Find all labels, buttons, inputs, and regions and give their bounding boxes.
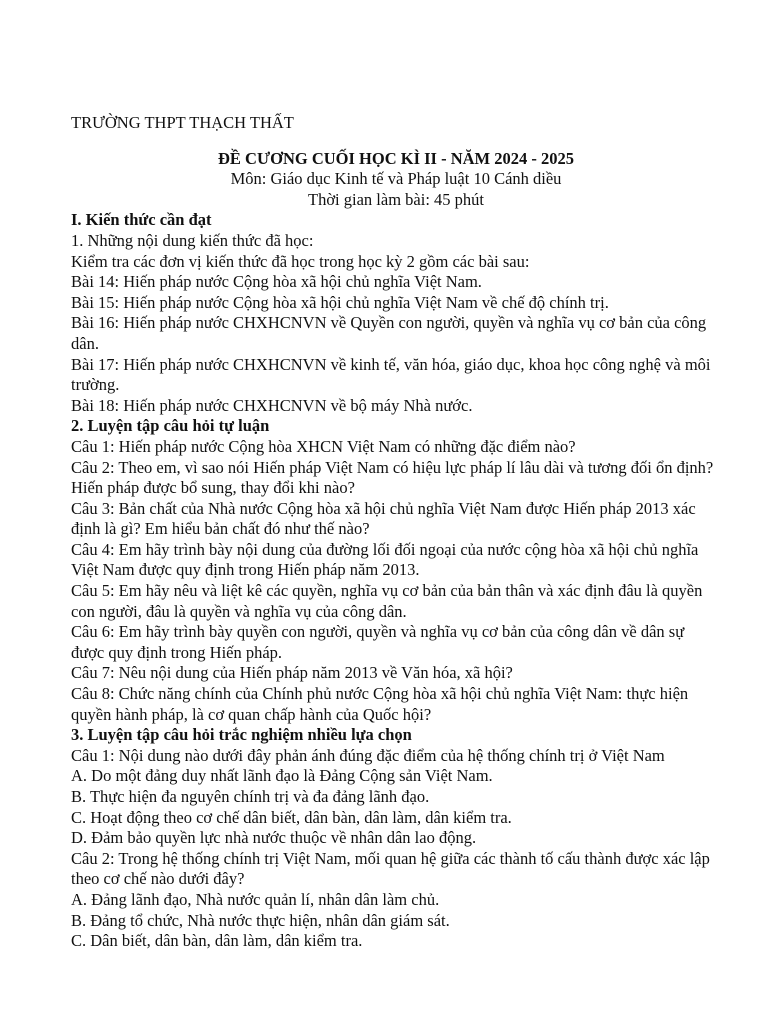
lesson-item: Bài 16: Hiến pháp nước CHXHCNVN về Quyền con người, quyền và nghĩa vụ cơ bản của công dân. xyxy=(71,313,707,353)
mcq-option: B. Thực hiện đa nguyên chính trị và đa đảng lãnh đạo. xyxy=(71,787,430,806)
essay-question: Câu 3: Bản chất của Nhà nước Cộng hòa xã hội chủ nghĩa Việt Nam được Hiến pháp 2013 xác định là gì? Em hiểu bản chất đó như thế nào? xyxy=(71,498,696,539)
section2-heading: 2. Luyện tập câu hỏi tự luận xyxy=(71,416,270,436)
essay-question: Câu 4: Em hãy trình bày nội dung của đường lối đối ngoại của nước cộng hòa xã hội chủ nghĩa Việt Nam được quy định trong Hiến pháp năm 2013. xyxy=(71,539,699,580)
mcq-question: Câu 2: Trong hệ thống chính trị Việt Nam, mối quan hệ giữa các thành tố cấu thành được xác lập theo cơ chế nào dưới đây? xyxy=(71,848,710,889)
subject-line: Môn: Giáo dục Kinh tế và Pháp luật 10 Cánh diều xyxy=(230,169,562,189)
school-name: TRƯỜNG THPT THẠCH THẤT xyxy=(71,113,294,132)
lesson-item: Bài 17: Hiến pháp nước CHXHCNVN về kinh tế, văn hóa, giáo dục, khoa học công nghệ và môi trường. xyxy=(71,354,711,395)
essay-question: Câu 7: Nêu nội dung của Hiến pháp năm 2013 về Văn hóa, xã hội? xyxy=(71,663,513,683)
section1-heading: I. Kiến thức cần đạt xyxy=(71,210,212,230)
essay-question: Câu 1: Hiến pháp nước Cộng hòa XHCN Việt Nam có những đặc điểm nào? xyxy=(71,436,576,456)
mcq-option: B. Đảng tổ chức, Nhà nước thực hiện, nhân dân giám sát. xyxy=(71,910,450,930)
essay-question: Câu 5: Em hãy nêu và liệt kê các quyền, nghĩa vụ cơ bản của bản thân và xác định đâu là quyền con người, đâu là quyền và nghĩa vụ của công dân. xyxy=(71,581,703,621)
section1-intro: Kiểm tra các đơn vị kiến thức đã học trong học kỳ 2 gồm các bài sau: xyxy=(71,251,530,271)
mcq-option: D. Đảm bảo quyền lực nhà nước thuộc về nhân dân lao động. xyxy=(71,828,477,848)
document-title: ĐỀ CƯƠNG CUỐI HỌC KÌ II - NĂM 2024 - 2025 xyxy=(218,148,574,168)
section3-heading: 3. Luyện tập câu hỏi trắc nghiệm nhiều lựa chọn xyxy=(71,725,412,745)
essay-question: Câu 6: Em hãy trình bày quyền con người, quyền và nghĩa vụ cơ bản của công dân về dân sự được quy định trong Hiến pháp. xyxy=(71,622,685,662)
lesson-item: Bài 14: Hiến pháp nước Cộng hòa xã hội chủ nghĩa Việt Nam. xyxy=(71,272,482,292)
section1-subheading: 1. Những nội dung kiến thức đã học: xyxy=(71,230,314,250)
mcq-option: A. Đảng lãnh đạo, Nhà nước quản lí, nhân dân làm chủ. xyxy=(71,889,440,909)
document-page xyxy=(71,113,721,952)
mcq-option: C. Dân biết, dân bàn, dân làm, dân kiểm tra. xyxy=(71,931,363,951)
mcq-option: A. Do một đảng duy nhất lãnh đạo là Đảng Cộng sản Việt Nam. xyxy=(71,766,493,786)
essay-question: Câu 2: Theo em, vì sao nói Hiến pháp Việt Nam có hiệu lực pháp lí lâu dài và tương đối ổn định? Hiến pháp được bổ sung, thay đổi khi nào? xyxy=(71,457,714,498)
essay-question: Câu 8: Chức năng chính của Chính phủ nước Cộng hòa xã hội chủ nghĩa Việt Nam: thực hiện quyền hành pháp, là cơ quan chấp hành của Quốc hội? xyxy=(71,684,689,724)
mcq-question: Câu 1: Nội dung nào dưới đây phản ánh đúng đặc điểm của hệ thống chính trị ở Việt Nam xyxy=(71,745,665,765)
lesson-item: Bài 18: Hiến pháp nước CHXHCNVN về bộ máy Nhà nước. xyxy=(71,395,473,415)
mcq-option: C. Hoạt động theo cơ chế dân biết, dân bàn, dân làm, dân kiểm tra. xyxy=(71,807,512,827)
lesson-item: Bài 15: Hiến pháp nước Cộng hòa xã hội chủ nghĩa Việt Nam về chế độ chính trị. xyxy=(71,292,609,312)
duration-line: Thời gian làm bài: 45 phút xyxy=(308,189,484,209)
